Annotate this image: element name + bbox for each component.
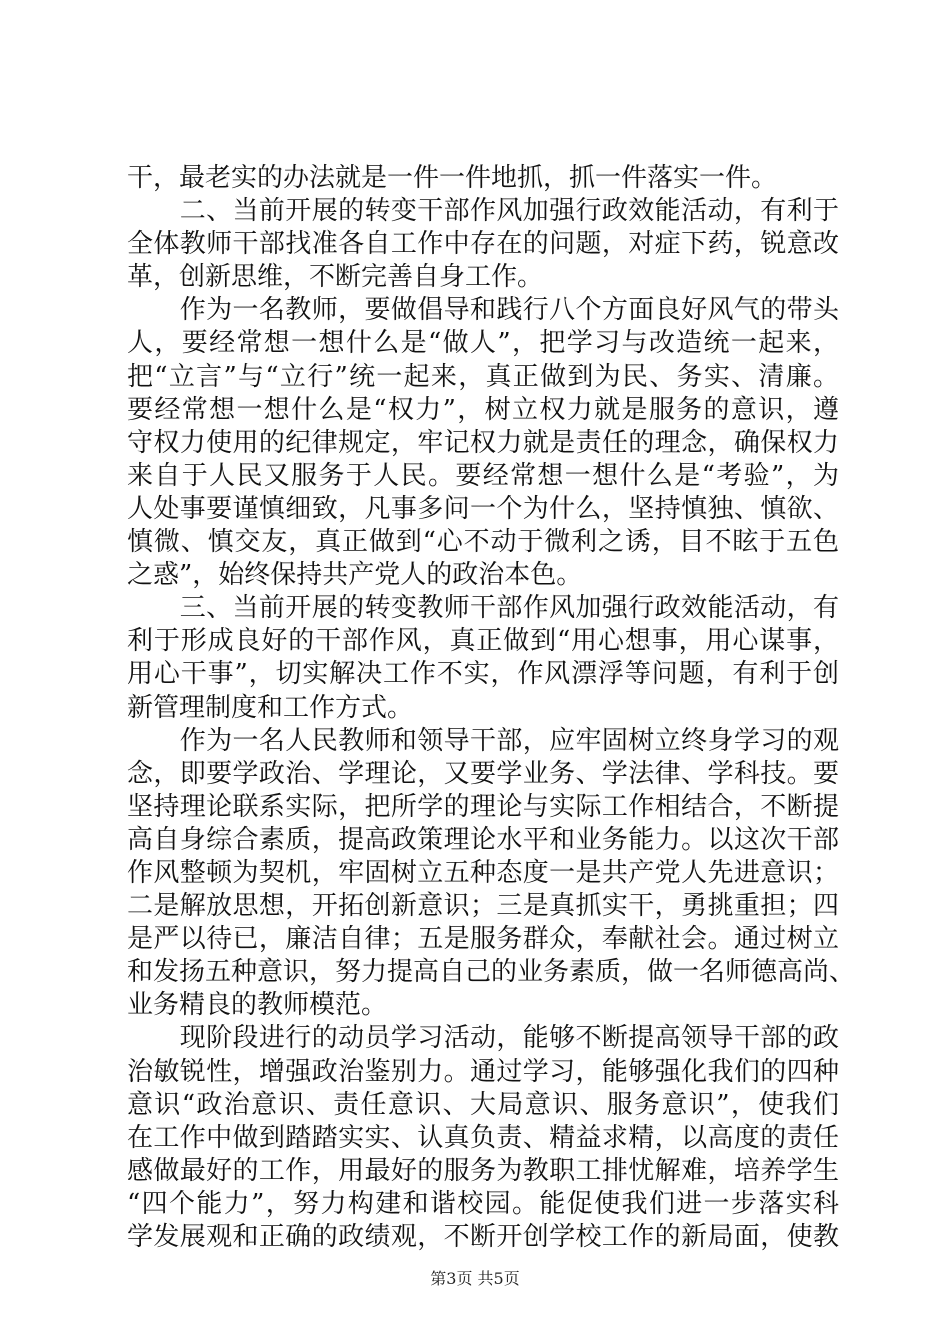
text-line: 感做最好的工作，用最好的服务为教职工排忧解难，培养学生 (127, 1155, 839, 1186)
text-line: 全体教师干部找准各自工作中存在的问题，对症下药，锐意改 (127, 229, 839, 260)
text-line: 革，创新思维，不断完善自身工作。 (127, 262, 544, 293)
text-line: 之惑”，始终保持共产党人的政治本色。 (127, 560, 583, 591)
text-line: 业务精良的教师模范。 (127, 990, 388, 1021)
text-line: 念，即要学政治、学理论，又要学业务、学法律、学科技。要 (127, 758, 839, 789)
text-line: 学发展观和正确的政绩观，不断开创学校工作的新局面，使教 (127, 1222, 839, 1252)
text-line: “四个能力”，努力构建和谐校园。能促使我们进一步落实科 (127, 1188, 839, 1219)
text-line: 意识“政治意识、责任意识、大局意识、服务意识”，使我们 (127, 1089, 839, 1120)
text-line: 三、当前开展的转变教师干部作风加强行政效能活动，有 (127, 593, 839, 624)
text-line: 现阶段进行的动员学习活动，能够不断提高领导干部的政 (127, 1023, 839, 1054)
text-line: 和发扬五种意识，努力提高自己的业务素质，做一名师德高尚、 (127, 957, 856, 988)
text-line: 新管理制度和工作方式。 (127, 692, 414, 723)
text-line: 治敏锐性，增强政治鉴别力。通过学习，能够强化我们的四种 (127, 1056, 839, 1087)
text-line: 把“立言”与“立行”统一起来，真正做到为民、务实、清廉。 (127, 361, 839, 392)
text-line: 高自身综合素质，提高政策理论水平和业务能力。以这次干部 (127, 824, 839, 855)
text-line: 干，最老实的办法就是一件一件地抓，抓一件落实一件。 (127, 163, 778, 193)
text-line: 利于形成良好的干部作风，真正做到“用心想事，用心谋事， (127, 626, 839, 657)
text-line: 在工作中做到踏踏实实、认真负责、精益求精，以高度的责任 (127, 1122, 839, 1153)
document-body (127, 162, 856, 1254)
text-line: 是严以待已，廉洁自律；五是服务群众，奉献社会。通过树立 (127, 924, 839, 955)
text-line: 守权力使用的纪律规定，牢记权力就是责任的理念，确保权力 (127, 427, 839, 458)
page-number-footer: 第3页 共5页 (430, 1269, 520, 1288)
text-line: 来自于人民又服务于人民。要经常想一想什么是“考验”，为 (127, 460, 839, 491)
text-line: 二、当前开展的转变干部作风加强行政效能活动，有利于 (127, 196, 839, 227)
text-line: 作为一名人民教师和领导干部，应牢固树立终身学习的观 (127, 725, 839, 756)
text-line: 用心干事”，切实解决工作不实，作风漂浮等问题，有利于创 (127, 659, 839, 690)
text-line: 作风整顿为契机，牢固树立五种态度一是共产党人先进意识； (127, 857, 839, 888)
text-line: 人处事要谨慎细致，凡事多问一个为什么，坚持慎独、慎欲、 (127, 493, 839, 524)
text-line: 二是解放思想，开拓创新意识；三是真抓实干，勇挑重担；四 (127, 891, 839, 922)
text-line: 要经常想一想什么是“权力”，树立权力就是服务的意识，遵 (127, 394, 839, 425)
text-line: 作为一名教师，要做倡导和践行八个方面良好风气的带头 (127, 295, 839, 326)
text-line: 慎微、慎交友，真正做到“心不动于微利之诱，目不眩于五色 (127, 527, 839, 558)
text-line: 坚持理论联系实际，把所学的理论与实际工作相结合，不断提 (127, 791, 839, 822)
text-line: 人，要经常想一想什么是“做人”，把学习与改造统一起来， (127, 328, 839, 359)
